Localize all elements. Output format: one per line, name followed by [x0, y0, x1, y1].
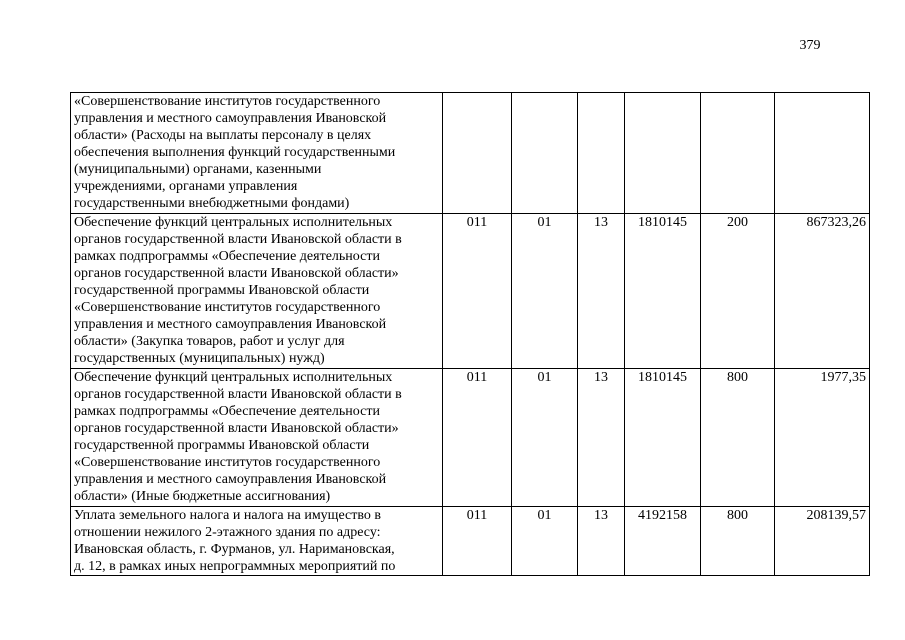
- section-code-cell: [512, 93, 578, 214]
- table-row: [71, 214, 870, 369]
- target-code-cell: 1810145: [625, 214, 701, 369]
- section-code-cell: 01: [512, 507, 578, 576]
- ministry-code-cell: [443, 93, 512, 214]
- page-number: 379: [799, 38, 821, 53]
- description-cell: Уплата земельного налога и налога на имущество в отношении нежилого 2-этажного здания по адресу: Ивановская область, г. Фурманов, ул. Наримановская, д. 12, в рамках иных непрограммных мероприятий по: [71, 507, 443, 576]
- amount-cell: 1977,35: [775, 369, 870, 507]
- ministry-code-cell: 011: [443, 507, 512, 576]
- amount-cell: 867323,26: [775, 214, 870, 369]
- table-row: [71, 369, 870, 507]
- table-row: [71, 93, 870, 214]
- expense-type-cell: 200: [701, 214, 775, 369]
- section-code-cell: 01: [512, 369, 578, 507]
- ministry-code-cell: 011: [443, 214, 512, 369]
- ministry-code-cell: 011: [443, 369, 512, 507]
- expense-type-cell: 800: [701, 507, 775, 576]
- description-cell: Обеспечение функций центральных исполнительных органов государственной власти Ивановской области в рамках подпрограммы «Обеспечение деятельности органов государственной власти Ивановской области» государственной программы Ивановской области «Совершенствование институтов государственного управления и местного самоуправления Ивановской области» (Закупка товаров, работ и услуг для государственных (муниципальных) нужд): [71, 214, 443, 369]
- description-cell: Обеспечение функций центральных исполнительных органов государственной власти Ивановской области в рамках подпрограммы «Обеспечение деятельности органов государственной власти Ивановской области» государственной программы Ивановской области «Совершенствование институтов государственного управления и местного самоуправления Ивановской области» (Иные бюджетные ассигнования): [71, 369, 443, 507]
- target-code-cell: 4192158: [625, 507, 701, 576]
- amount-cell: 208139,57: [775, 507, 870, 576]
- subsection-code-cell: 13: [578, 507, 625, 576]
- budget-table: [70, 92, 870, 576]
- amount-cell: [775, 93, 870, 214]
- target-code-cell: [625, 93, 701, 214]
- subsection-code-cell: [578, 93, 625, 214]
- table-row: [71, 507, 870, 576]
- description-cell: «Совершенствование институтов государственного управления и местного самоуправления Ивановской области» (Расходы на выплаты персоналу в целях обеспечения выполнения функций государственными (муниципальными) органами, казенными учреждениями, органами управления государственными внебюджетными фондами): [71, 93, 443, 214]
- expense-type-cell: [701, 93, 775, 214]
- section-code-cell: 01: [512, 214, 578, 369]
- target-code-cell: 1810145: [625, 369, 701, 507]
- expense-type-cell: 800: [701, 369, 775, 507]
- subsection-code-cell: 13: [578, 214, 625, 369]
- subsection-code-cell: 13: [578, 369, 625, 507]
